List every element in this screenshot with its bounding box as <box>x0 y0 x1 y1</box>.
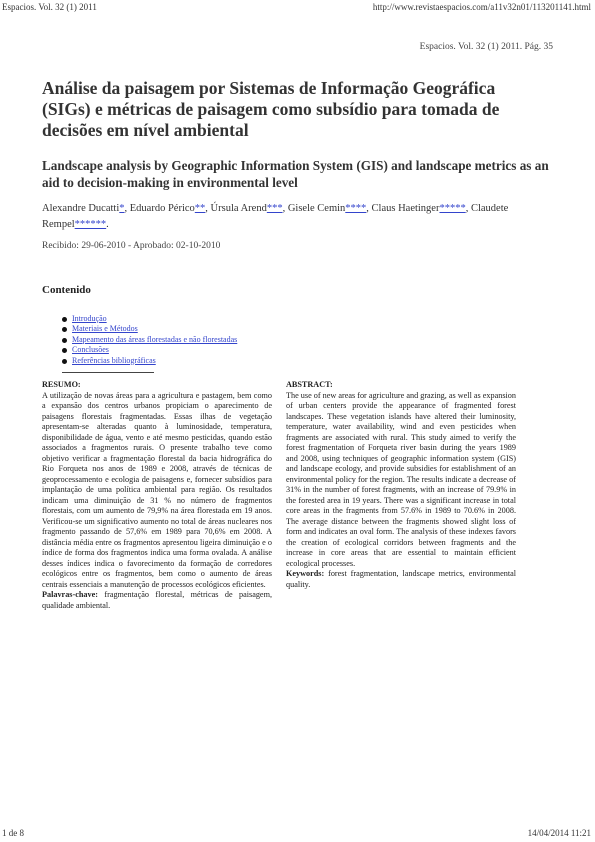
abstract-body: The use of new areas for agriculture and grazing, as well as expansion of urban centers provide the appearance of fragmented forest landscapes. These vegetation islands have altered their luminosity, temperature, water availability, wind and even pesticides when fragments are associated with rural. This study aimed to verify the forest fragmentation of Forqueta river basin during the years 1989 and 2008, using techniques of geographic information system (GIS) and landscape ecology, and provide subsidies for establishment of an environmental policy for the region. The results indicate a decrease of 31% in the number of forest fragments, with an increase of 79.9% in the forested area in 19 years. There was a significant increase in total core areas in the fragments from 57.6% in 1989 to 70.6% in 2008. The average distance between the fragments showed slight loss of form and indicates an oval form. The analysis of these indexes favors the creation of ecological corridors between fragments and the increase in core areas that are essential to maintain efficient ecological processes. <box>286 390 516 568</box>
author-name: Úrsula Arend <box>210 203 267 214</box>
toc-item <box>62 324 237 334</box>
author-footnote-link[interactable]: ** <box>194 203 206 214</box>
author-footnote-link[interactable]: *** <box>266 203 283 214</box>
author-footnote-link[interactable]: ****** <box>74 219 107 230</box>
journal-reference: Espacios. Vol. 32 (1) 2011. Pág. 35 <box>419 42 553 52</box>
toc-link-materiais-metodos[interactable]: Materiais e Métodos <box>72 324 138 334</box>
toc-link-referencias[interactable]: Referências bibliográficas <box>72 355 156 365</box>
toc-item <box>62 314 237 324</box>
article-title-english: Landscape analysis by Geographic Information System (GIS) and landscape metrics as an aid to decision-making in environmental level <box>42 158 549 190</box>
author-name: Eduardo Périco <box>129 203 195 214</box>
page-counter: 1 de 8 <box>2 828 24 838</box>
toc-item <box>62 335 237 345</box>
author-name: Gisele Cemin <box>287 203 346 214</box>
keywords-label: Keywords: <box>286 569 325 578</box>
keywords-text: forest fragmentation, landscape metrics, environmental quality. <box>286 569 516 589</box>
author-separator: , <box>282 203 288 214</box>
resumo-body: A utilização de novas áreas para a agricultura e pastagem, bem como a expansão dos centros urbanos propiciam o aparecimento de paisagens florestais fragmentadas. Essas ilhas de vegetação apresentam-se alteradas quanto à luminosidade, temperatura, disponibilidade de água, vento e até mesmo pesticidas, quando estão associados a fragmentos rurais. O presente trabalho teve como objetivo verificar a fragmentação florestal da bacia hidrográfica do Rio Forqueta nos anos de 1989 e 2008, através de técnicas de geoprocessamento e ecologia de paisagens e, fornecer subsídios para implantação de uma política ambiental para região. Os resultados indicam uma diminuição de 31 % no número de fragmentos florestais, com um aumento de 79,9% na área florestada em 19 anos. Verificou-se um significativo aumento no total de áreas nucleares nos fragmento passando de 57,6% em 1989 para 70,6% em 2008. A distância média entre os fragmentos apresentou ligeira diminuição e o índice de forma dos fragmentos indica uma forma ovalada. A análise desses índices indica o favorecimento da formação de corredores ecológicos entre os fragmentos, bem como o aumento de áreas centrais essenciais a manutenção de processos ecológicos eficientes. <box>42 390 272 589</box>
table-of-contents <box>62 314 237 366</box>
article-title-portuguese: Análise da paisagem por Sistemas de Informação Geográfica (SIGs) e métricas de paisagem como subsídio para tomada de decisões em nível ambiental <box>42 78 500 140</box>
print-timestamp: 14/04/2014 11:21 <box>527 828 591 838</box>
author-footnote-link[interactable]: * <box>119 203 125 214</box>
toc-item <box>62 345 237 355</box>
abstract-heading: ABSTRACT: <box>286 380 333 389</box>
print-header-url: http://www.revistaespacios.com/a11v32n01/113201141.html <box>372 2 591 12</box>
author-name: Claus Haetinger <box>371 203 440 214</box>
toc-link-introducao[interactable]: Introdução <box>72 314 107 323</box>
divider <box>62 372 154 373</box>
author-separator: , <box>465 203 471 214</box>
author-separator: . <box>106 219 109 230</box>
author-footnote-link[interactable]: ***** <box>439 203 466 214</box>
keywords-label: Palavras-chave: <box>42 590 98 599</box>
resumo-heading: RESUMO: <box>42 380 81 389</box>
toc-link-mapeamento[interactable]: Mapeamento das áreas florestadas e não florestadas <box>72 334 238 344</box>
resumo-column <box>42 380 272 611</box>
abstract-keywords <box>286 569 516 590</box>
contents-heading: Contenido <box>42 284 91 296</box>
toc-link-conclusoes[interactable]: Conclusões <box>72 345 109 355</box>
keywords-text: fragmentação florestal, métricas de paisagem, qualidade ambiental. <box>42 590 272 610</box>
print-header-left: Espacios. Vol. 32 (1) 2011 <box>2 2 97 12</box>
author-separator: , <box>205 203 211 214</box>
author-separator: , <box>124 203 130 214</box>
toc-item <box>62 356 237 366</box>
author-footnote-link[interactable]: **** <box>345 203 367 214</box>
received-approved-dates: Recibido: 29-06-2010 - Aprobado: 02-10-2010 <box>42 241 221 251</box>
author-list <box>42 201 557 233</box>
abstract-column <box>286 380 516 590</box>
author-name: Claudete Rempel <box>42 203 509 230</box>
resumo-keywords <box>42 590 272 611</box>
author-separator: , <box>366 203 372 214</box>
author-name: Alexandre Ducatti <box>42 203 120 214</box>
